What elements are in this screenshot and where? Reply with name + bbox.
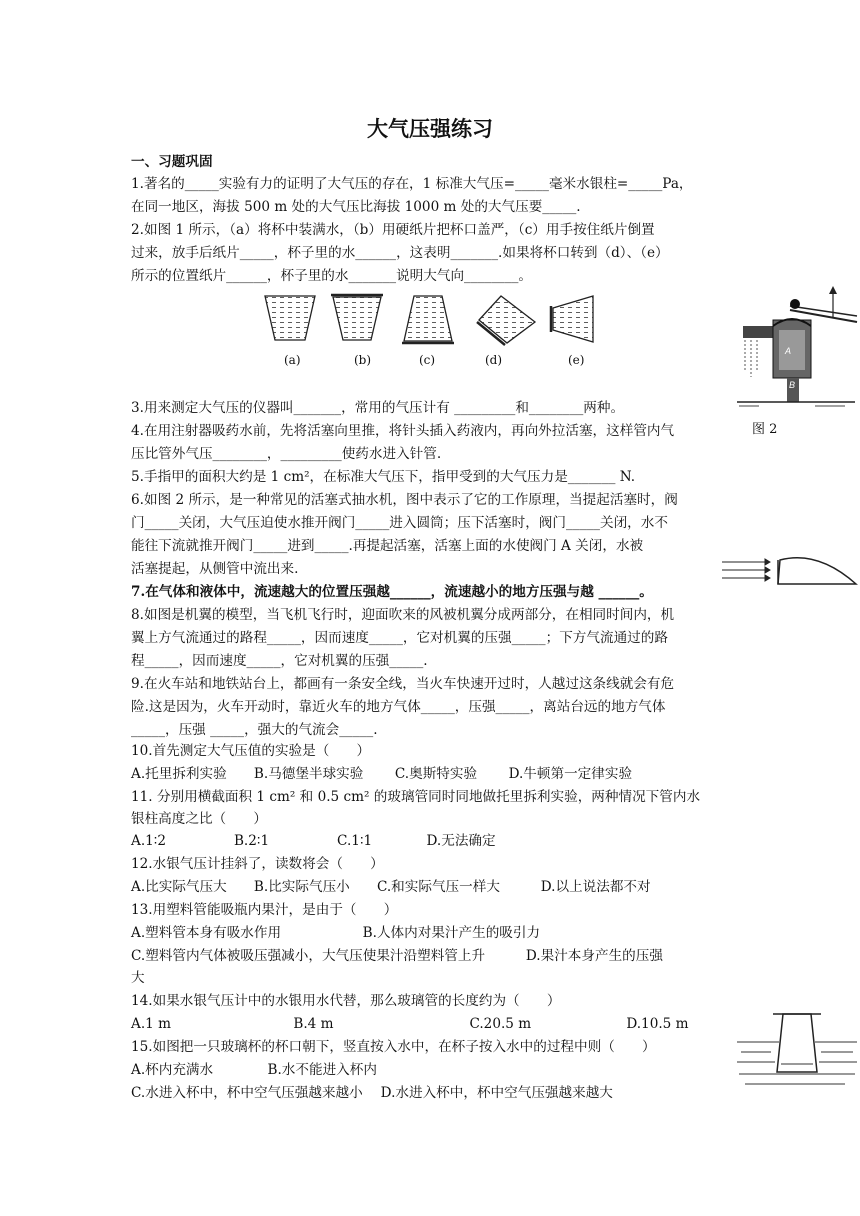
text-line: 大 — [131, 970, 145, 986]
wind-arrows — [722, 559, 770, 581]
cup-c — [402, 296, 454, 343]
text-line: 活塞提起，从侧管中流出来. — [131, 561, 299, 577]
cup-d — [477, 296, 535, 345]
cup-e — [551, 296, 593, 342]
text-line: 所示的位置纸片______，杯子里的水_______说明大气向________。 — [131, 268, 533, 284]
text-line: 10.首先测定大气压值的实验是（ ） — [131, 743, 371, 759]
text-line: A.杯内充满水 B.水不能进入杯内 — [131, 1062, 377, 1078]
figure-1-label-c: (c) — [419, 353, 436, 367]
figure-wing-model — [718, 548, 858, 598]
text-line: 4.在用注射器吸药水前，先将活塞向里推，将针头插入药液内，再向外拉活塞，这样管内气 — [131, 423, 675, 439]
text-line: _____，压强 _____，强大的气流会_____. — [131, 722, 378, 738]
text-line: 压比管外气压________，_________使药水进入针管. — [131, 446, 442, 462]
page-title: 大气压强练习 — [367, 116, 493, 141]
text-line: 在同一地区，海拔 500 m 处的大气压比海拔 1000 m 处的大气压要_____. — [131, 199, 581, 215]
text-line: 5.手指甲的面积大约是 1 cm²，在标准大气压下，指甲受到的大气压力是_______ N. — [131, 469, 636, 485]
text-line: 1.著名的_____实验有力的证明了大气压的存在，1 标准大气压=_____毫米水银柱=_____Pa， — [131, 176, 693, 192]
text-line: 6.如图 2 所示，是一种常见的活塞式抽水机，图中表示了它的工作原理，当提起活塞时，阀 — [131, 492, 678, 508]
text-line: C.塑料管内气体被吸压强减小，大气压使果汁沿塑料管上升 D.果汁本身产生的压强 — [131, 948, 663, 964]
text-line: 门_____关闭，大气压迫使水推开阀门_____进入圆筒；压下活塞时，阀门_____关闭，水不 — [131, 515, 668, 531]
figure-1-label-d: (d) — [485, 353, 503, 367]
text-line: 14.如果水银气压计中的水银用水代替，那么玻璃管的长度约为（ ） — [131, 993, 561, 1009]
text-line: A.1 m B.4 m C.20.5 m D.10.5 m — [131, 1016, 689, 1032]
text-line: 12.水银气压计挂斜了，读数将会（ ） — [131, 856, 384, 872]
text-line: 3.用来测定大气压的仪器叫_______，常用的气压计有 _________和________两种。 — [131, 400, 625, 416]
text-line: A.比实际气压大 B.比实际气压小 C.和实际气压一样大 D.以上说法都不对 — [131, 879, 651, 895]
text-line: 能往下流就推开阀门_____进到_____.再提起活塞，活塞上面的水使阀门 A 关闭，水被 — [131, 538, 644, 554]
text-line: 11. 分别用横截面积 1 cm² 和 0.5 cm² 的玻璃管同时同地做托里拆利实验，两种情况下管内水 — [131, 789, 701, 805]
text-line: 15.如图把一只玻璃杯的杯口朝下，竖直按入水中，在杯子按入水中的过程中则（ ） — [131, 1039, 656, 1055]
cup-b — [331, 295, 383, 340]
figure-2-pump — [735, 282, 859, 412]
text-line: 翼上方气流通过的路程_____，因而速度_____，它对机翼的压强_____；下方气流通过的路 — [131, 630, 668, 646]
text-line: 2.如图 1 所示，（a）将杯中装满水，（b）用硬纸片把杯口盖严，（c）用手按住纸片倒置 — [131, 222, 655, 238]
text-line: 银柱高度之比（ ） — [131, 811, 267, 827]
figure-2-label-a: A — [785, 346, 792, 356]
text-line: A.塑料管本身有吸水作用 B.人体内对果汁产生的吸引力 — [131, 925, 541, 941]
text-line: 7.在气体和液体中，流速越大的位置压强越______，流速越小的地方压强与越 ______。 — [131, 584, 653, 600]
text-line: 过来，放手后纸片_____，杯子里的水______，这表明_______.如果将杯口转到（d）、（e） — [131, 245, 669, 261]
text-line: 9.在火车站和地铁站台上，都画有一条安全线，当火车快速开过时，人越过这条线就会有危 — [131, 676, 675, 692]
figure-2-caption: 图 2 — [752, 422, 778, 437]
figure-2-label-b: B — [789, 380, 796, 390]
text-line: 8.如图是机翼的模型，当飞机飞行时，迎面吹来的风被机翼分成两部分，在相同时间内，机 — [131, 607, 675, 623]
text-line: 13.用塑料管能吸瓶内果汁，是由于（ ） — [131, 902, 398, 918]
figure-cup-in-water — [735, 1012, 859, 1096]
text-line: 险.这是因为，火车开动时，靠近火车的地方气体_____，压强_____，离站台远的地方气体 — [131, 699, 666, 715]
section-heading: 一、习题巩固 — [131, 154, 213, 170]
figure-1-label-b: (b) — [354, 353, 372, 367]
text-line: C.水进入杯中，杯中空气压强越来越小 D.水进入杯中，杯中空气压强越来越大 — [131, 1085, 613, 1101]
figure-1-label-a: (a) — [284, 353, 301, 367]
cup-a — [265, 296, 315, 340]
figure-1-label-e: (e) — [568, 353, 585, 367]
text-line: A.托里拆利实验 B.马德堡半球实验 C.奥斯特实验 D.牛顿第一定律实验 — [131, 766, 633, 782]
text-line: 程_____，因而速度_____，它对机翼的压强_____. — [131, 653, 428, 669]
text-line: A.1∶2 B.2∶1 C.1∶1 D.无法确定 — [131, 833, 496, 849]
